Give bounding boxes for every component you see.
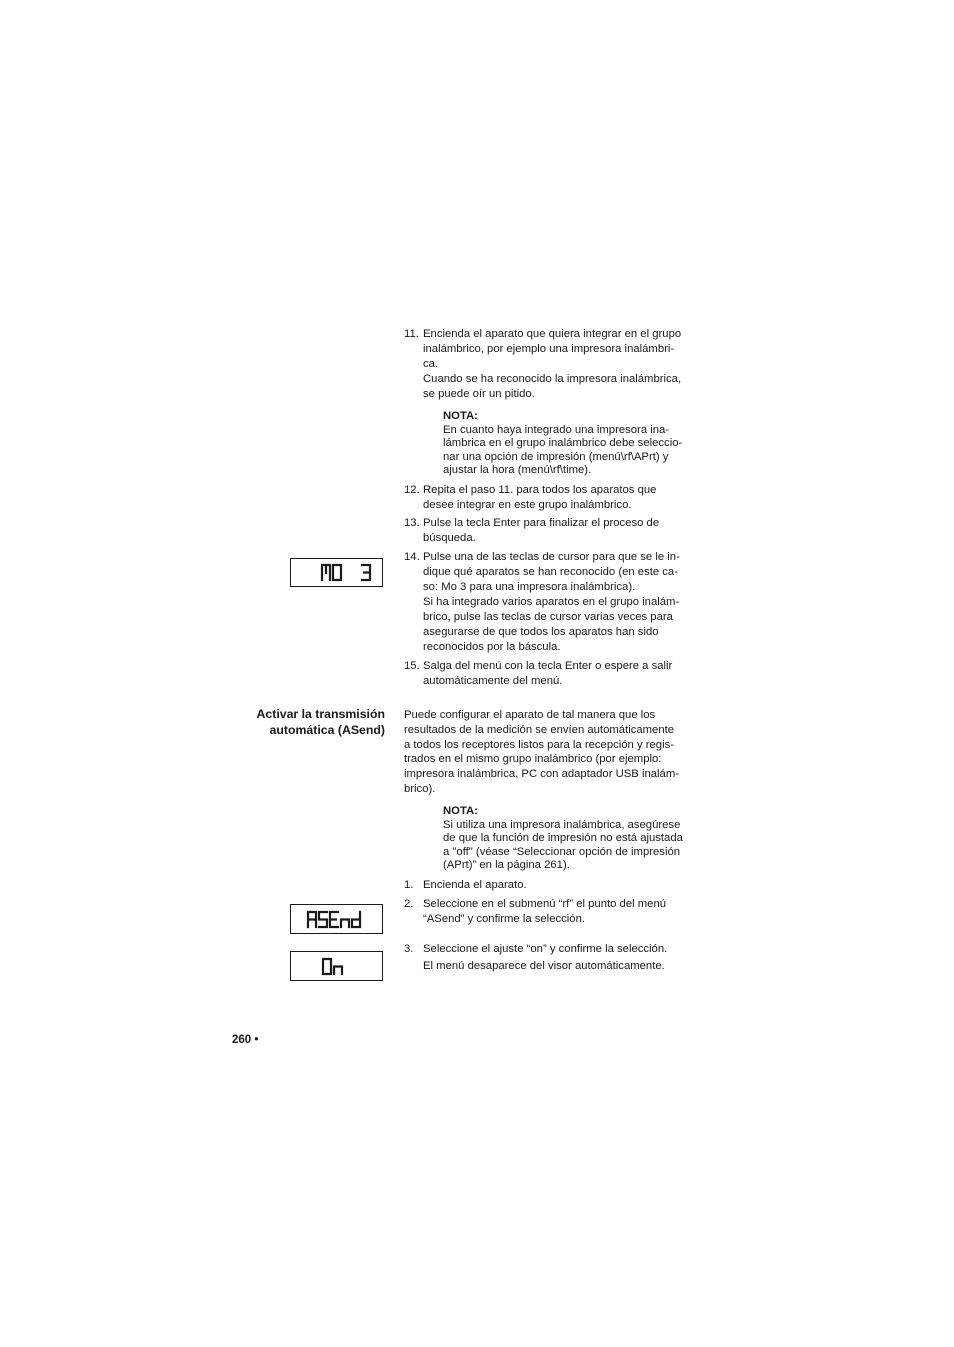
- section-heading: Activar la transmisión automática (ASend): [256, 707, 385, 737]
- note-text: Si utiliza una impresora inalámbrica, asegúrese de que la función de impresión no está ajustada a "off" (véase “Seleccionar opción de impresión (APrt)” en la página 261).: [443, 818, 683, 872]
- step-15: [404, 659, 694, 689]
- section-intro: Puede configurar el aparato de tal manera que los resultados de la medición se envíen automáticamente a todos los receptores listos para la recepción y regis- trados en el mismo grupo inalámbrico (por ejemplo: impresora inalámbrica, PC con adaptador USB inalám- brico).: [404, 709, 680, 795]
- step-number: 11.: [404, 328, 419, 340]
- step-number: 3.: [404, 943, 414, 955]
- step-text: Encienda el aparato.: [423, 879, 527, 891]
- step-extra: Cuando se ha reconocido la impresora inalámbrica, se puede oír un pitido.: [423, 373, 682, 401]
- step-number: 12.: [404, 484, 420, 496]
- note-box: [443, 805, 695, 873]
- lcd-on-digits: [291, 939, 382, 980]
- step-number: 15.: [404, 660, 420, 672]
- step-text: Pulse una de las teclas de cursor para que se le in- dique qué aparatos se han reconocido (en este ca- so: Mo 3 para una impresora inalámbrica).: [423, 551, 680, 593]
- step-number: 1.: [404, 879, 414, 891]
- lcd-mo3-digits: [291, 546, 382, 586]
- section-step-3: [404, 942, 694, 974]
- lcd-display-on: [290, 939, 383, 981]
- section-step-2: [404, 897, 694, 927]
- step-text: Encienda el aparato que quiera integrar en el grupo inalámbrico, por ejemplo una impresora inalámbri- ca.: [423, 328, 682, 370]
- step-11: [404, 327, 694, 402]
- step-text: Seleccione el ajuste “on” y confirme la selección.: [423, 943, 668, 955]
- step-text: Repita el paso 11. para todos los aparatos que desee integrar en este grupo inalámbrico.: [423, 484, 657, 511]
- note-title: NOTA:: [443, 410, 478, 422]
- step-number: 2.: [404, 898, 414, 910]
- step-text: Salga del menú con la tecla Enter o espere a salir automáticamente del menú.: [423, 660, 673, 687]
- step-extra: Si ha integrado varios aparatos en el grupo inalám- brico, pulse las teclas de cursor varias veces para asegurarse de que todos los aparatos han sido reconocidos por la báscula.: [423, 596, 680, 653]
- step-extra: El menú desaparece del visor automáticamente.: [423, 959, 665, 972]
- lcd-display-asend: [290, 892, 383, 934]
- step-text: Pulse la tecla Enter para finalizar el proceso de búsqueda.: [423, 517, 660, 544]
- page-number: 260 •: [232, 1034, 259, 1046]
- lcd-on-text: On: [291, 939, 313, 956]
- lcd-asend-text: ASEnd: [291, 892, 341, 909]
- step-13: [404, 516, 694, 546]
- lcd-display-mo3: [290, 546, 383, 587]
- note-box: [443, 410, 695, 478]
- note-title: NOTA:: [443, 805, 478, 817]
- section-step-1: [404, 878, 694, 893]
- step-number: 13.: [404, 517, 420, 529]
- step-text: Seleccione en el submenú “rf” el punto del menú “ASend” y confirme la selección.: [423, 898, 667, 925]
- step-12: [404, 483, 694, 513]
- step-14: [404, 550, 694, 655]
- lcd-asend-digits: [291, 892, 382, 933]
- step-number: 14.: [404, 551, 420, 563]
- note-text: En cuanto haya integrado una impresora ina- lámbrica en el grupo inalámbrico debe seleccio- nar una opción de impresión (menú\rf\APrt) y ajustar la hora (menú\rf\time).: [443, 423, 683, 477]
- lcd-mo3-text: MO 3: [291, 546, 331, 563]
